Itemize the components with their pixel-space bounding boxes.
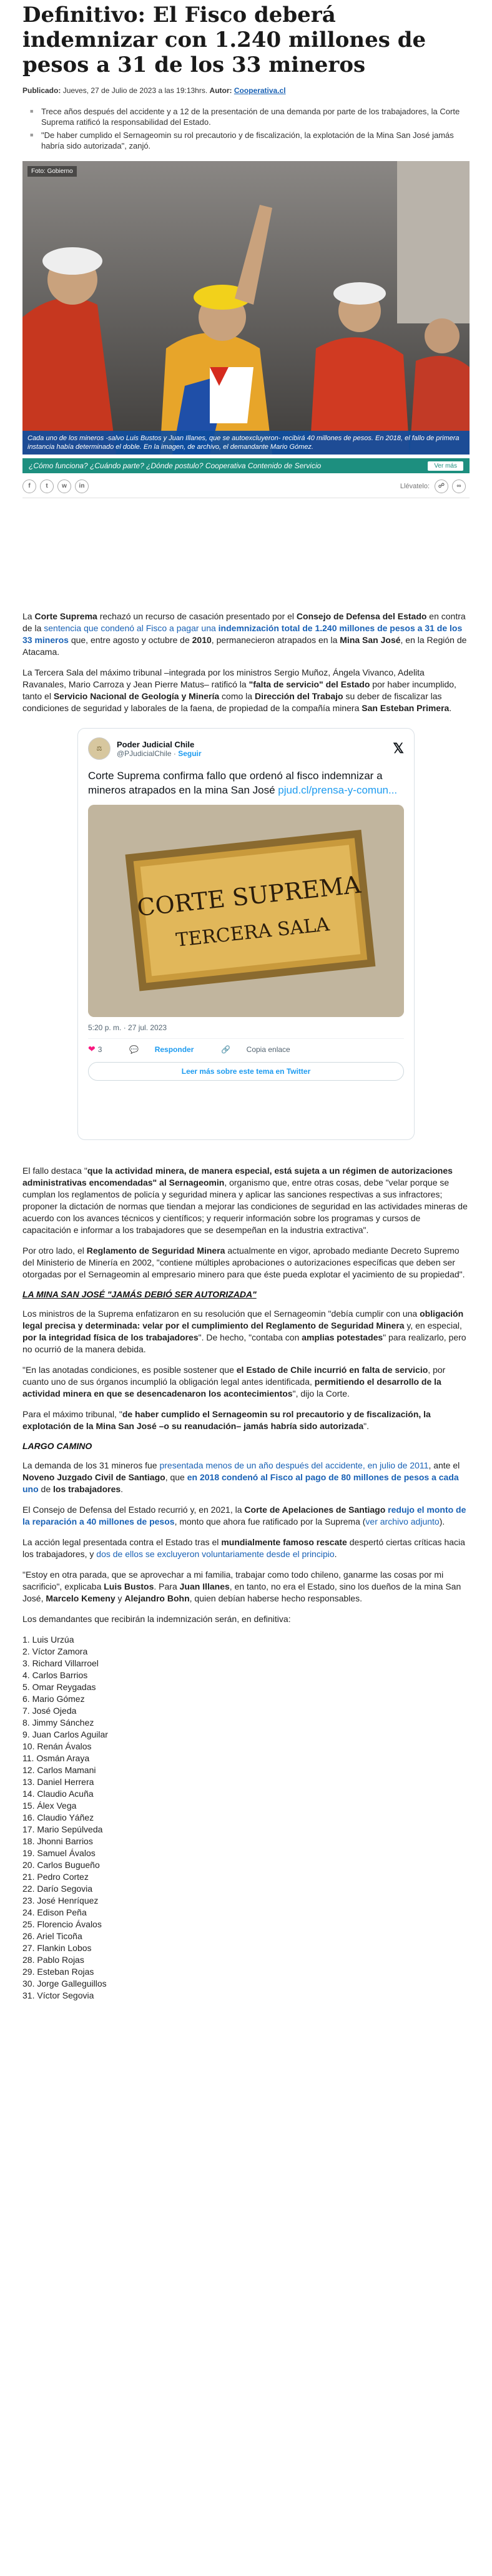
ad-space [22,498,470,611]
article-meta [22,86,470,95]
facebook-icon[interactable]: f [22,479,36,493]
sign-line-1: CORTE SUPREMA [135,870,362,922]
paragraph: Para el máximo tribunal, "de haber cumplido el Sernageomin su rol precautorio y de fiscalización, la explotación de la Mina San José –o su reanudación– jamás habría sido autorizada". [22,1409,431,1431]
published-date: Jueves, 27 de Julio de 2023 a las 19:13hrs. [62,86,208,95]
inline-link[interactable]: indemnización total de 1.240 millones de pesos a 31 de los 33 mineros [22,623,463,645]
list-item: 19. Samuel Ávalos [22,1848,96,1858]
link-icon[interactable]: ∞ [452,479,466,493]
embedded-tweet[interactable] [77,728,415,1140]
article-body [22,611,470,2002]
heart-icon: ❤ [88,1044,96,1054]
reply-icon: 💬 [129,1045,141,1054]
list-item: 28. Pablo Rojas [22,1955,84,1965]
list-item: 2. Víctor Zamora [22,1646,88,1656]
promo-text: ¿Cómo funciona? ¿Cuándo parte? ¿Dónde postulo? Cooperativa Contenido de Servicio [29,461,322,470]
list-item: 30. Jorge Galleguillos [22,1979,107,1989]
link-icon: 🔗 [221,1045,233,1054]
inline-link[interactable]: en 2018 condenó al Fisco al pago de 80 millones de pesos a cada uno [22,1472,459,1494]
tweet-link[interactable]: pjud.cl/prensa-y-comun... [278,784,398,796]
list-item: 3. Richard Villarroel [22,1658,99,1668]
tweet-author-name[interactable]: Poder Judicial Chile [117,739,195,749]
bookmark-icon[interactable]: ☍ [435,479,448,493]
list-item: 1. Luis Urzúa [22,1635,74,1644]
list-item: 17. Mario Sepúlveda [22,1824,103,1834]
list-item: 16. Claudio Yáñez [22,1812,94,1822]
paragraph: La demanda de los 31 mineros fue presentada menos de un año después del accidente, en julio de 2011, ante el Noveno Juzgado Civil de Santiago, que en 2018 condenó al Fisco al pago de 80 millones de pesos a cada uno de los trabajadores. [22,1460,460,1494]
paragraph: El Consejo de Defensa del Estado recurrió y, en 2021, la Corte de Apelaciones de Santiago redujo el monto de la reparación a 40 millones de pesos, monto que ahora fue ratificado por la Suprema (ver archivo adjunto). [22,1505,466,1526]
list-item: 4. Carlos Barrios [22,1670,88,1680]
photo-caption: Cada uno de los mineros -salvo Luis Bustos y Juan Illanes, que se autoexcluyeron- recibirá 40 millones de pesos. En 2018, el fallo de primera instancia había determinado el doble. En la imagen, de archivo, el demandante Mario Gómez. [22,431,470,455]
x-logo-icon[interactable]: 𝕏 [393,740,404,756]
list-item: 12. Carlos Mamani [22,1765,96,1775]
published-label: Publicado: [22,86,61,95]
list-item: 8. Jimmy Sánchez [22,1718,94,1728]
reply-button[interactable]: 💬 Responder [129,1045,194,1054]
paragraph: La Tercera Sala del máximo tribunal –integrada por los ministros Sergio Muñoz, Ángela Vivanco, Adelita Ravanales, Mario Carroza y Jean Pierre Matus– ratificó la "falta de servicio" del Estado por haber incumplido, tanto el Servicio Nacional de Geología y Minería como la Dirección del Trabajo su deber de fiscalizar las condiciones de seguridad y laborales de la faena, de propiedad de la compañía minera San Esteban Primera. [22,667,456,713]
list-item: 21. Pedro Cortez [22,1872,89,1882]
copy-link-button[interactable]: 🔗 Copia enlace [221,1045,290,1054]
paragraph: El fallo destaca "que la actividad minera, de manera especial, está sujeta a un régimen de autorizaciones administrativas encomendadas" al Sernageomin, organismo que, entre otras cosas, debe "velar porque se cumplan los reglamentos de policía y seguridad minera y aplicar las sanciones respectivas a sus infractores; proponer la dictación de normas que tiendan a mejorar las condiciones de seguridad en las actividades mineras de acuerdo con los avances técnicos y científicos; y requerir información sobre los programas y cursos de capacitación e informar a los trabajadores que se desempeñan en la industria extractiva". [22,1166,468,1235]
paragraph: Los demandantes que recibirán la indemnización serán, en definitiva: [22,1614,291,1624]
hero-image [22,161,470,455]
list-item: 22. Darío Segovia [22,1884,93,1894]
list-item: 11. Osmán Araya [22,1753,90,1763]
list-item: 23. José Henríquez [22,1895,99,1905]
inline-link[interactable]: dos de ellos se excluyeron voluntariamente desde el principio [96,1549,335,1559]
author-link[interactable]: Cooperativa.cl [234,86,286,95]
list-item: 25. Florencio Ávalos [22,1919,102,1929]
paragraph: Los ministros de la Suprema enfatizaron en su resolución que el Sernageomin "debía cumplir con una obligación legal precisa y determinada: velar por el cumplimiento del Reglamento de Seguridad Minera y, en especial, por la integridad física de los trabajadores". De hecho, "contaba con amplias potestades" para realizarlo, pero no ocurrió de la manera debida. [22,1309,466,1354]
tweet-avatar[interactable]: ⚖ [88,737,111,760]
plaintiffs-list [22,1634,470,2002]
twitter-icon[interactable]: t [40,479,54,493]
court-sign-photo [88,805,404,1017]
photo-credit: Foto: Gobierno [27,166,77,177]
section-heading: LA MINA SAN JOSÉ "JAMÁS DEBIÓ SER AUTORIZADA" [22,1289,257,1299]
summary-bullet: ■ "De haber cumplido el Sernageomin su rol precautorio y de fiscalización, la explotación de la Mina San José jamás habría sido autorizada", zanjó. [41,130,470,151]
whatsapp-icon[interactable]: w [57,479,71,493]
sign-line-2: TERCERA SALA [175,913,331,951]
hero-photo [22,161,470,455]
tweet-photo[interactable] [88,805,404,1017]
list-item: 20. Carlos Bugueño [22,1860,100,1870]
paragraph: La acción legal presentada contra el Estado tras el mundialmente famoso rescate despertó ciertas críticas hacia los trabajadores, y dos de ellos se excluyeron voluntariamente desde el principio. [22,1537,465,1559]
inline-link[interactable]: sentencia que condenó al Fisco a pagar una [44,623,219,633]
paragraph: "Estoy en otra parada, que se aprovechar a mi familia, trabajar como todo chileno, ganarme las cosas por mi sacrificio", explicaba Luis Bustos. Para Juan Illanes, en tanto, no era el Estado, sino los dueños de la mina San José, Marcelo Kemeny y Alejandro Bohn, quien debían haberse hecho responsables. [22,1570,461,1603]
like-button[interactable]: ❤ 3 [88,1044,102,1054]
list-item: 9. Juan Carlos Aguilar [22,1729,108,1739]
list-item: 13. Daniel Herrera [22,1777,94,1787]
list-item: 14. Claudio Acuña [22,1789,94,1799]
list-item: 26. Ariel Ticoña [22,1931,82,1941]
inline-link[interactable]: redujo el monto de la reparación a 40 millones de pesos [22,1505,466,1526]
tweet-text: Corte Suprema confirma fallo que ordenó al fisco indemnizar a mineros atrapados en la mina San José pjud.cl/prensa-y-comun... [88,770,398,796]
tweet-handle[interactable]: @PJudicialChile · [117,749,179,758]
tweet-actions [88,1038,404,1054]
list-item: 18. Jhonni Barrios [22,1836,93,1846]
attachment-link[interactable]: ver archivo adjunto [365,1517,440,1526]
inline-link[interactable]: presentada menos de un año después del accidente, en julio de 2011 [159,1460,429,1470]
author-label: Autor: [209,86,232,95]
share-bar [22,479,470,498]
tweet-timestamp[interactable]: 5:20 p. m. · 27 jul. 2023 [88,1023,167,1032]
save-label: Llévatelo: [400,482,430,490]
paragraph: "En las anotadas condiciones, es posible sostener que el Estado de Chile incurrió en falta de servicio, por cuanto uno de sus órganos incumplió la obligación legal antes identificada, permitiendo el desarrollo de la actividad minera en que se desencadenaron los acontecimientos", dijo la Corte. [22,1365,446,1399]
section-heading: LARGO CAMINO [22,1441,92,1451]
promo-button[interactable]: Ver más [428,461,463,471]
list-item: 29. Esteban Rojas [22,1967,94,1977]
tweet-follow-button[interactable]: Seguir [178,749,202,758]
article-title: Definitivo: El Fisco deberá indemnizar con 1.240 millones de pesos a 31 de los 33 mineros [22,2,426,77]
list-item: 24. Edison Peña [22,1907,87,1917]
promo-banner[interactable] [22,458,470,473]
paragraph: Por otro lado, el Reglamento de Seguridad Minera actualmente en vigor, aprobado mediante Decreto Supremo del Ministerio de Minería en 2002, "contiene múltiples aprobaciones o autorizaciones específicas que deben ser otorgadas por el Sernageomin al empresario minero para que éste pueda explotar el yacimiento de su propiedad". [22,1246,465,1279]
linkedin-icon[interactable]: in [75,479,89,493]
summary-bullet: ■ Trece años después del accidente y a 12 de la presentación de una demanda por parte de los trabajadores, la Corte Suprema ratificó la responsabilidad del Estado. [41,106,470,127]
list-item: 7. José Ojeda [22,1706,77,1716]
list-item: 31. Víctor Segovia [22,1990,94,2000]
list-item: 27. Flankin Lobos [22,1943,92,1953]
summary-bullets [22,106,470,151]
list-item: 10. Renán Ávalos [22,1741,92,1751]
list-item: 5. Omar Reygadas [22,1682,96,1692]
paragraph: La Corte Suprema rechazó un recurso de casación presentado por el Consejo de Defensa del Estado en contra de la sentencia que condenó al Fisco a pagar una indemnización total de 1.240 millones de pesos a 31 de los 33 mineros que, entre agosto y octubre de 2010, permanecieron atrapados en la Mina San José, en la Región de Atacama. [22,611,467,657]
read-more-button[interactable]: Leer más sobre este tema en Twitter [88,1062,404,1081]
list-item: 15. Álex Vega [22,1801,77,1811]
list-item: 6. Mario Gómez [22,1694,85,1704]
